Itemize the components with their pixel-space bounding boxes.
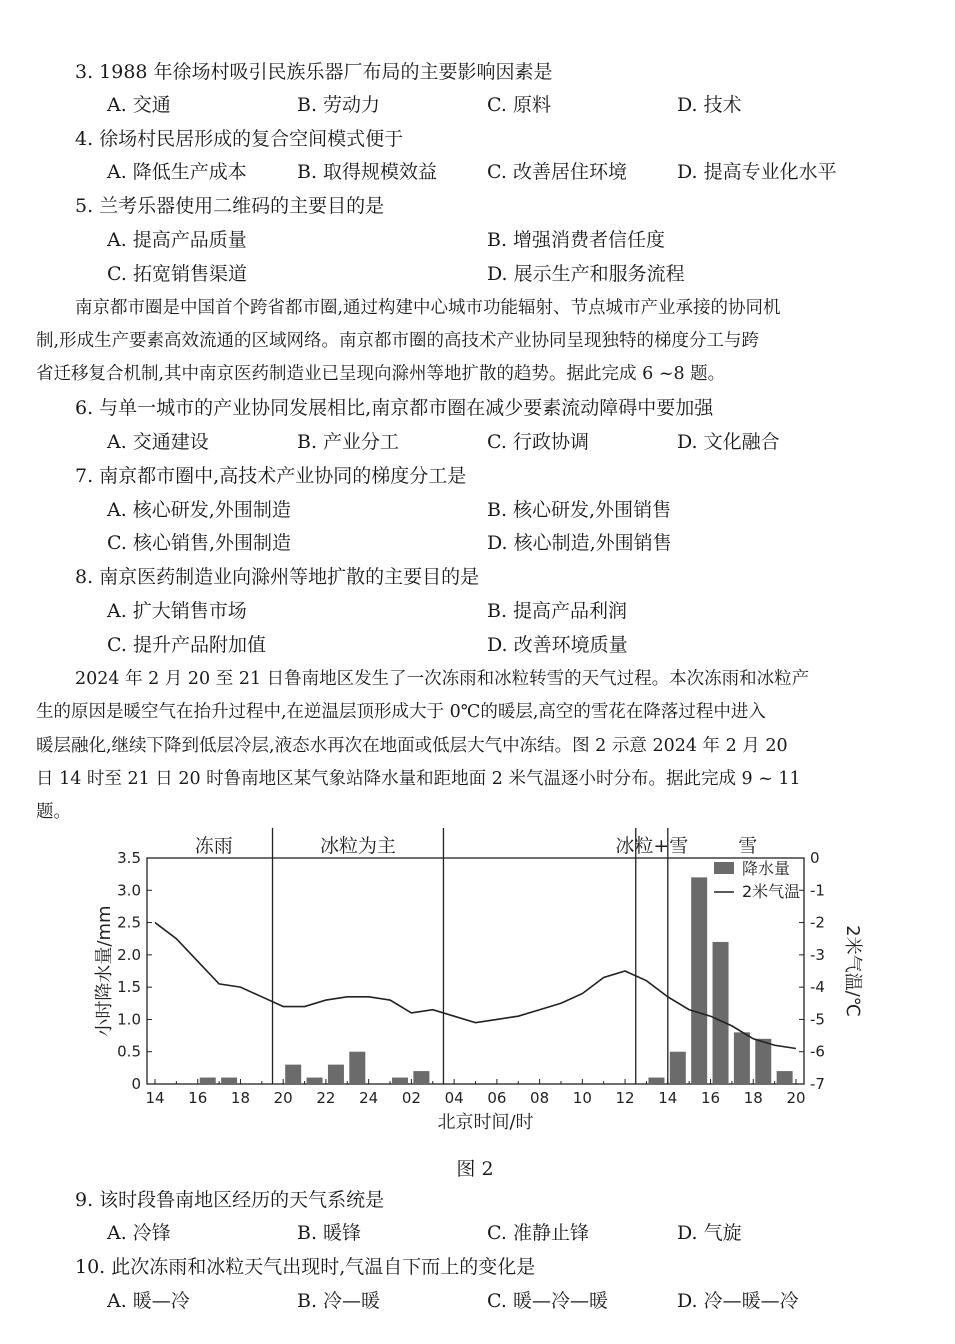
q10-option-c: C. 暖—冷—暖 [487,1290,608,1312]
x-tick-label-12: 14 [658,1089,678,1107]
legend-bar-label: 降水量 [742,859,791,878]
x-tick-label-4: 22 [316,1089,336,1107]
q6-option-c: C. 行政协调 [487,431,589,453]
q7-option-a: A. 核心研发,外围制造 [107,499,291,521]
question-3-stem: 3. 1988 年徐场村吸引民族乐器厂布局的主要影响因素是 [75,61,553,83]
x-tick-label-9: 08 [530,1089,550,1107]
x-tick-label-14: 18 [743,1089,763,1107]
precip-bar-14 [670,1052,686,1084]
precip-bar-18 [755,1039,771,1084]
q5-option-a: A. 提高产品质量 [107,229,247,251]
q9-option-b: B. 暖锋 [297,1222,362,1244]
q8-option-a: A. 扩大销售市场 [107,600,247,622]
passage-2-line-5: 题。 [36,802,71,822]
left-tick-label-1: 0.5 [117,1042,141,1061]
x-axis-label: 北京时间/时 [437,1112,534,1133]
x-tick-label-13: 16 [700,1089,721,1107]
q4-option-b: B. 取得规模效益 [297,161,438,183]
passage-2-line-1: 2024 年 2 月 20 至 21 日鲁南地区发生了一次冻雨和冰粒转雪的天气过程。本次冻雨和冰粒产 [75,669,810,689]
x-tick-label-8: 06 [487,1089,507,1107]
left-tick-label-5: 2.5 [117,913,141,932]
q5-option-c: C. 拓宽销售渠道 [107,263,247,285]
precip-bar-15 [691,877,707,1084]
precip-bar-16 [200,1078,216,1084]
phase-label-1: 冰粒为主 [319,835,396,857]
question-8-stem: 8. 南京医药制造业向滁州等地扩散的主要目的是 [75,566,480,588]
q6-option-a: A. 交通建设 [107,431,209,453]
precip-bar-20 [285,1065,301,1084]
q4-option-d: D. 提高专业化水平 [677,161,837,183]
question-4-stem: 4. 徐场村民居形成的复合空间模式便于 [75,128,404,150]
q7-option-c: C. 核心销售,外围制造 [107,532,291,554]
q10-option-a: A. 暖—冷 [107,1290,190,1312]
left-tick-label-2: 1.0 [117,1010,141,1029]
precip-bar-17 [734,1032,750,1084]
q10-option-d: D. 冷—暖—冷 [677,1290,799,1312]
passage-1-line-2: 制,形成生产要素高效流通的区域网络。南京都市圈的高技术产业协同呈现独特的梯度分工与跨 [36,331,760,351]
right-tick-label-7: -7 [810,1075,825,1093]
precip-bar-19 [777,1071,793,1084]
precip-bar-22 [328,1065,344,1084]
x-tick-label-10: 10 [572,1089,592,1107]
q8-option-c: C. 提升产品附加值 [107,634,266,656]
q9-option-a: A. 冷锋 [107,1222,171,1244]
q3-option-d: D. 技术 [677,94,742,116]
q9-option-d: D. 气旋 [677,1222,742,1244]
passage-1-line-3: 省迁移复合机制,其中南京医药制造业已呈现向滁州等地扩散的趋势。据此完成 6 ~8 题。 [36,364,726,384]
q5-option-d: D. 展示生产和服务流程 [487,263,685,285]
question-6-stem: 6. 与单一城市的产业协同发展相比,南京都市圈在减少要素流动障碍中要加强 [75,397,714,419]
x-tick-label-6: 02 [401,1089,421,1107]
legend-line-label: 2米气温 [742,882,801,901]
q10-option-b: B. 冷—暖 [297,1290,381,1312]
right-tick-label-6: -6 [810,1042,825,1061]
left-tick-label-7: 3.5 [117,849,141,867]
x-tick-label-1: 16 [188,1089,208,1107]
precip-bar-02 [413,1071,429,1084]
q7-option-d: D. 核心制造,外围销售 [487,532,672,554]
passage-2-line-4: 日 14 时至 21 日 20 时鲁南地区某气象站降水量和距地面 2 米气温逐小时分布。据此完成 9 ~ 11 [36,769,801,789]
q4-option-a: A. 降低生产成本 [107,161,247,183]
q8-option-d: D. 改善环境质量 [487,634,628,656]
x-tick-label-7: 04 [444,1089,464,1107]
legend-bar-swatch [714,862,734,874]
q3-option-c: C. 原料 [487,94,551,116]
right-tick-label-0: 0 [810,849,820,867]
q5-option-b: B. 增强消费者信任度 [487,229,666,251]
precip-bar-13 [648,1078,664,1084]
q3-option-a: A. 交通 [107,94,171,116]
left-tick-label-3: 1.5 [117,978,141,997]
precip-bar-23 [349,1052,365,1084]
precip-bar-16 [713,942,729,1084]
phase-label-0: 冻雨 [194,835,233,857]
figure-2-chart [90,828,863,1146]
q8-option-b: B. 提高产品利润 [487,600,628,622]
q4-option-c: C. 改善居住环境 [487,161,627,183]
right-tick-label-4: -4 [810,978,825,997]
right-tick-label-2: -2 [810,913,825,932]
question-5-stem: 5. 兰考乐器使用二维码的主要目的是 [75,195,385,217]
q9-option-c: C. 准静止锋 [487,1222,589,1244]
passage-2-line-3: 暖层融化,继续下降到低层冷层,液态水再次在地面或低层大气中冻结。图 2 示意 2024 年 2 月 20 [36,736,788,756]
question-9-stem: 9. 该时段鲁南地区经历的天气系统是 [75,1189,385,1211]
right-axis-label: 2米气温/℃ [842,925,863,1017]
x-tick-label-2: 18 [230,1089,251,1107]
precip-bar-01 [392,1078,408,1084]
phase-label-2: 冰粒+雪 [615,835,689,857]
precip-bar-21 [307,1078,323,1084]
right-tick-label-3: -3 [810,945,825,964]
x-tick-label-5: 24 [359,1089,379,1107]
right-tick-label-5: -5 [810,1010,825,1029]
passage-2-line-2: 生的原因是暖空气在抬升过程中,在逆温层顶形成大于 0℃的暖层,高空的雪花在降落过程中进入 [36,702,766,722]
x-tick-label-0: 14 [145,1089,165,1107]
page-bottom-clip [0,1286,950,1344]
x-tick-label-15: 20 [786,1089,806,1107]
q6-option-b: B. 产业分工 [297,431,400,453]
q6-option-d: D. 文化融合 [677,431,780,453]
question-7-stem: 7. 南京都市圈中,高技术产业协同的梯度分工是 [75,465,467,487]
left-tick-label-6: 3.0 [117,881,141,900]
passage-1-line-1: 南京都市圈是中国首个跨省都市圈,通过构建中心城市功能辐射、节点城市产业承接的协同机 [75,298,781,318]
question-10-stem: 10. 此次冻雨和冰粒天气出现时,气温自下而上的变化是 [75,1256,536,1278]
left-tick-label-4: 2.0 [117,945,141,964]
x-tick-label-3: 20 [273,1089,293,1107]
phase-label-3: 雪 [738,835,758,857]
x-tick-label-11: 12 [615,1089,635,1107]
right-tick-label-1: -1 [810,881,825,900]
left-axis-label: 小时降水量/mm [94,905,115,1037]
q3-option-b: B. 劳动力 [297,94,381,116]
q7-option-b: B. 核心研发,外围销售 [487,499,672,521]
precip-bar-17 [221,1078,237,1084]
left-tick-label-0: 0 [131,1075,141,1093]
figure-caption: 图 2 [456,1158,494,1180]
